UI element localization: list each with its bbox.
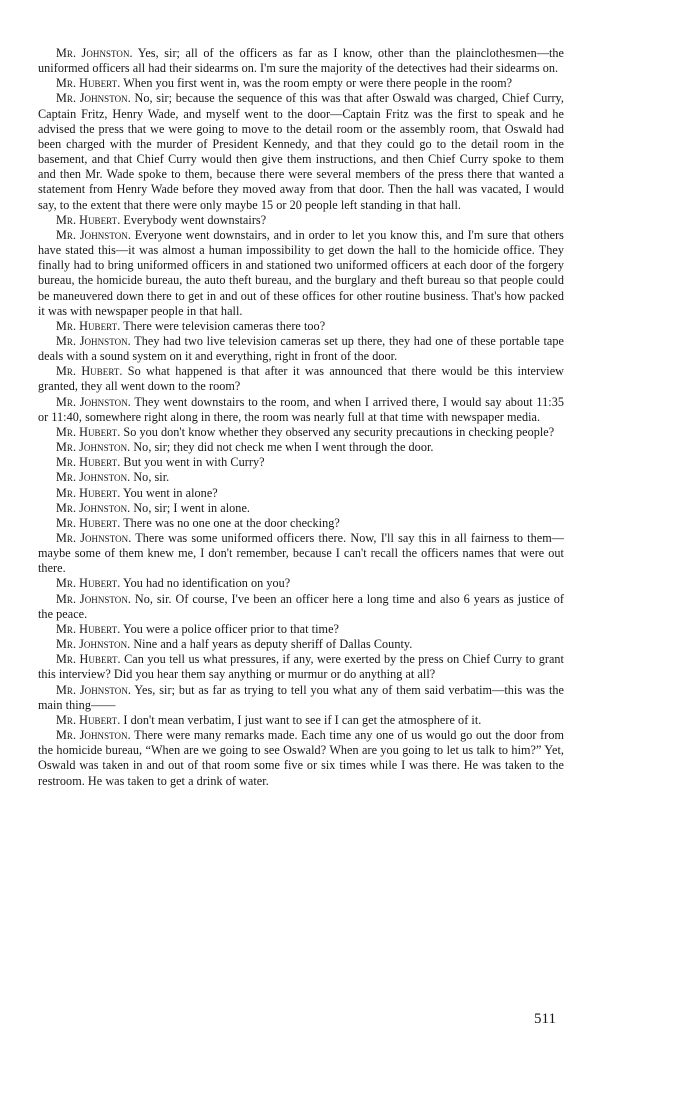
testimony-paragraph: [38, 576, 564, 591]
statement-text: I don't mean verbatim, I just want to see if I can get the atmosphere of it.: [123, 712, 482, 727]
testimony-paragraph: [38, 425, 564, 440]
statement-text: There was some uniformed officers there. Now, I'll say this in all fairness to them—maybe some of them knew me, I don't remember, because I can't recall the officers names that were out there.: [38, 531, 564, 576]
speaker-label: Mr. Hubert.: [56, 485, 121, 500]
speaker-label: Mr. Hubert.: [56, 364, 123, 379]
testimony-paragraph: [38, 228, 564, 319]
testimony-paragraph: [38, 531, 564, 576]
testimony-paragraph: [38, 470, 564, 485]
testimony-paragraph: [38, 637, 564, 652]
transcript-page: [38, 46, 564, 789]
speaker-label: Mr. Johnston.: [56, 333, 131, 348]
speaker-label: Mr. Hubert.: [56, 212, 121, 227]
speaker-label: Mr. Johnston.: [56, 728, 131, 743]
speaker-label: Mr. Hubert.: [56, 318, 121, 333]
testimony-paragraph: [38, 516, 564, 531]
speaker-label: Mr. Johnston.: [56, 682, 131, 697]
testimony-paragraph: [38, 319, 564, 334]
speaker-label: Mr. Hubert.: [56, 76, 121, 91]
speaker-label: Mr. Johnston.: [56, 227, 131, 242]
statement-text: You went in alone?: [122, 485, 218, 500]
testimony-paragraph: [38, 91, 564, 212]
testimony-paragraph: [38, 622, 564, 637]
testimony-paragraph: [38, 652, 564, 682]
statement-text: No, sir; I went in alone.: [133, 500, 250, 515]
statement-text: Everybody went downstairs?: [123, 212, 267, 227]
testimony-paragraph: [38, 46, 564, 76]
testimony-paragraph: [38, 395, 564, 425]
statement-text: So what happened is that after it was announced that there would be this interview granted, they all went down to the room?: [38, 364, 564, 394]
statement-text: When you first went in, was the room empty or were there people in the room?: [123, 76, 513, 91]
speaker-label: Mr. Johnston.: [56, 470, 131, 485]
speaker-label: Mr. Johnston.: [56, 531, 132, 545]
speaker-label: Mr. Johnston.: [56, 46, 133, 60]
testimony-paragraph: [38, 334, 564, 364]
statement-text: There were many remarks made. Each time any one of us would go out the door from the homicide bureau, “When are we going to see Oswald? When are you going to let us talk to him?” Yet, Oswald was taken in and out of that room some five or six times while I was there. He was taken to the restroom. He was taken to get a drink of water.: [38, 728, 564, 788]
statement-text: No, sir.: [133, 470, 170, 485]
statement-text: Yes, sir; but as far as trying to tell you what any of them said verbatim—this was the main thing——: [38, 682, 564, 712]
statement-text: There was no one one at the door checking?: [123, 515, 340, 530]
statement-text: There were television cameras there too?: [123, 318, 326, 333]
speaker-label: Mr. Johnston.: [56, 637, 131, 652]
speaker-label: Mr. Johnston.: [56, 500, 131, 515]
testimony-paragraph: [38, 501, 564, 516]
testimony-body: [38, 46, 564, 789]
speaker-label: Mr. Hubert.: [56, 712, 121, 727]
statement-text: Yes, sir; all of the officers as far as I know, other than the plainclothesmen—the uniformed officers all had their sidearms on. I'm sure the majority of the detectives had their sidearms on.: [38, 46, 565, 76]
testimony-paragraph: [38, 713, 564, 728]
statement-text: No, sir; they did not check me when I went through the door.: [133, 440, 434, 455]
testimony-paragraph: [38, 440, 564, 455]
speaker-label: Mr. Johnston.: [56, 440, 131, 455]
page-number: 511: [534, 1011, 556, 1027]
statement-text: So you don't know whether they observed any security precautions in checking people?: [123, 424, 555, 439]
speaker-label: Mr. Hubert.: [56, 515, 121, 530]
statement-text: You were a police officer prior to that time?: [122, 621, 339, 636]
statement-text: But you went in with Curry?: [123, 455, 265, 470]
statement-text: Nine and a half years as deputy sheriff of Dallas County.: [133, 637, 413, 652]
statement-text: Everyone went downstairs, and in order to let you know this, and I'm sure that others have stated this—it was almost a human impossibility to get down the hall to the homicide office. They finally had to bring uniformed officers in and stationed two uniformed officers at each door of the forgery bureau, the homicide bureau, the auto theft bureau, and the burglary and theft bureau so that people could be maneuvered down there to get in and out of these offices for other routine business. That's how packed it was with newspaper people in that hall.: [38, 227, 564, 318]
testimony-paragraph: [38, 455, 564, 470]
testimony-paragraph: [38, 592, 564, 622]
speaker-label: Mr. Hubert.: [56, 424, 121, 439]
testimony-paragraph: [38, 486, 564, 501]
speaker-label: Mr. Hubert.: [56, 621, 121, 636]
statement-text: No, sir; because the sequence of this was that after Oswald was charged, Chief Curry, Captain Fritz, Henry Wade, and myself went to the door—Captain Fritz was the first to speak and he advised the press that we were going to move to the detail room or the assembly room, that Oswald had been charged with the murder of President Kennedy, and that they could go to the detail room in the basement, and that Chief Curry would then give them instructions, and then Chief Curry spoke to them and then Mr. Wade spoke to them, because there were several members of the press there that wanted a statement from Henry Wade before they moved away from that door. Then the hall was vacated, I would say, to the extent that there were only maybe 15 or 20 people left standing in that hall.: [38, 91, 565, 212]
speaker-label: Mr. Johnston.: [56, 91, 131, 106]
testimony-paragraph: [38, 213, 564, 228]
statement-text: Can you tell us what pressures, if any, were exerted by the press on Chief Curry to grant this interview? Did you hear them say anything or murmur or do anything at all?: [38, 652, 564, 682]
statement-text: They went downstairs to the room, and when I arrived there, I would say about 11:35 or 11:40, somewhere right along in there, the room was nearly full at that time with newspaper media.: [38, 394, 564, 424]
testimony-paragraph: [38, 683, 564, 713]
testimony-paragraph: [38, 728, 564, 789]
testimony-paragraph: [38, 364, 564, 394]
statement-text: No, sir. Of course, I've been an officer here a long time and also 6 years as justice of the peace.: [38, 591, 564, 621]
speaker-label: Mr. Hubert.: [56, 652, 121, 667]
testimony-paragraph: [38, 76, 564, 91]
speaker-label: Mr. Johnston.: [56, 591, 132, 606]
statement-text: You had no identification on you?: [122, 576, 291, 591]
statement-text: They had two live television cameras set up there, they had one of these portable tape deals with a sound system on it and everything, right in front of the door.: [38, 333, 564, 364]
speaker-label: Mr. Hubert.: [56, 455, 121, 470]
speaker-label: Mr. Hubert.: [56, 576, 121, 591]
speaker-label: Mr. Johnston.: [56, 394, 131, 409]
